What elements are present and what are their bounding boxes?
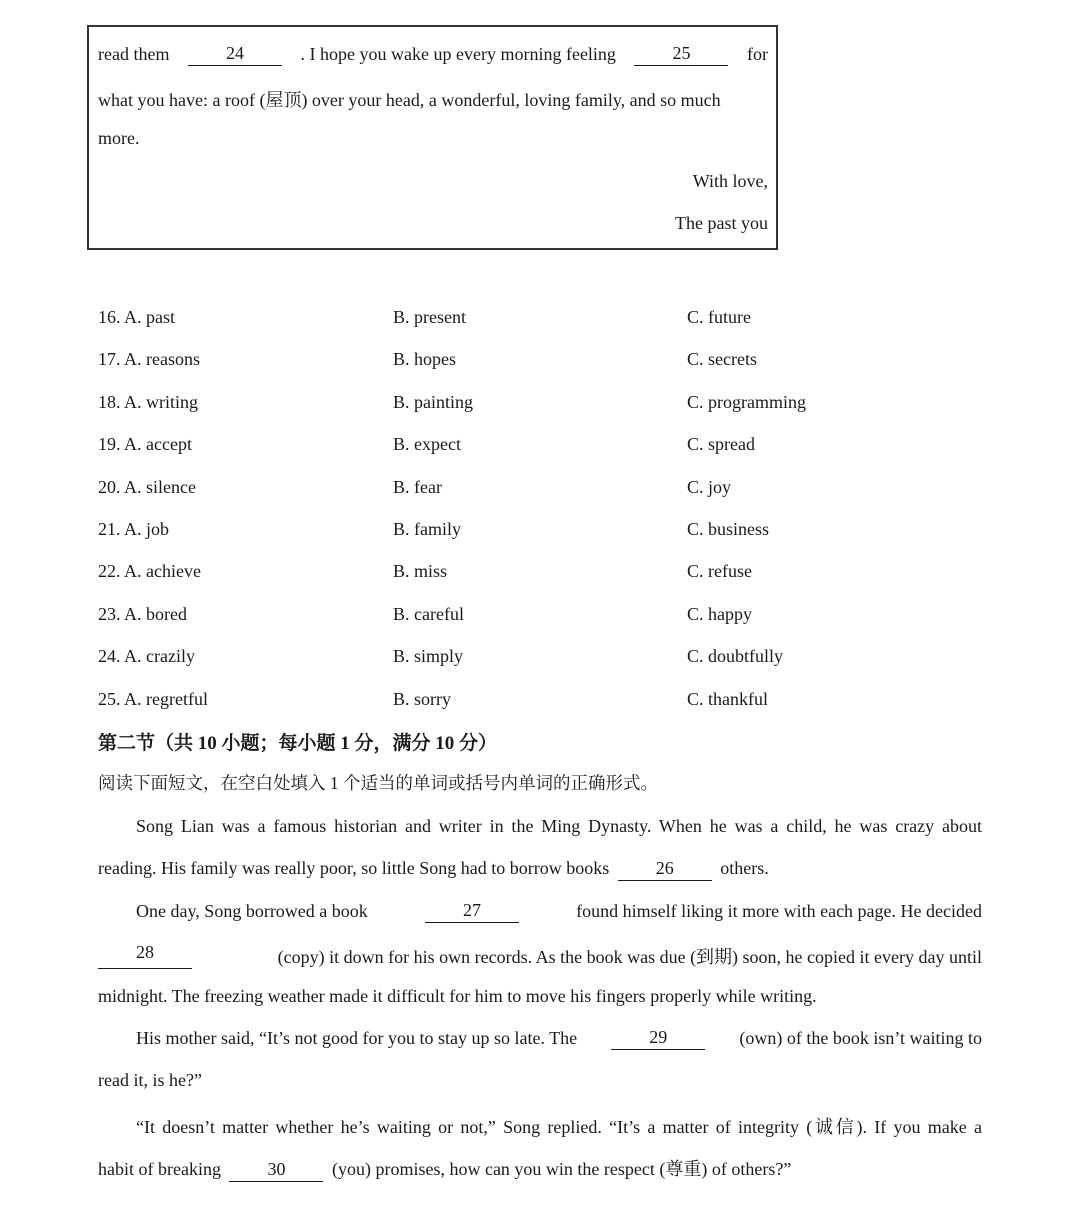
option-b: B. fear [393,477,442,497]
option-c: C. business [687,519,770,539]
letter-signature: The past you [675,213,768,233]
option-a: 20. A. silence [98,477,196,497]
passage-line [98,1155,791,1182]
option-c: C. refuse [687,561,752,581]
option-a: 17. A. reasons [98,349,200,369]
option-c: C. secrets [687,349,757,369]
option-b: B. family [393,519,461,539]
option-a: 22. A. achieve [98,561,201,581]
blank-25: 25 [634,44,728,66]
option-a: 16. A. past [98,307,176,327]
option-b: B. expect [393,434,461,454]
passage-text: One day, Song borrowed a book [136,901,368,921]
passage-text: (you) promises, how can you win the respect (尊重) of others?” [331,1159,792,1179]
letter-closing: With love, [692,171,768,191]
option-b: B. present [393,307,466,327]
passage-line: Song Lian was a famous historian and writer in the Ming Dynasty. When he was a child, he was crazy about [136,816,982,836]
letter-line-3: more. [98,128,140,148]
option-b: B. hopes [393,349,456,369]
option-c: C. spread [687,434,755,454]
passage-text: His mother said, “It’s not good for you to stay up so late. The [136,1028,578,1048]
blank-30: 30 [229,1160,323,1182]
option-a: 21. A. job [98,519,170,539]
option-c: C. joy [687,477,732,497]
blank-29: 29 [611,1028,705,1050]
letter-text: . I hope you wake up every morning feeling [300,44,616,64]
letter-text: read them [98,44,170,64]
passage-line [98,858,769,881]
section-heading: 第二节（共 10 小题；每小题 1 分，满分 10 分） [98,733,498,754]
option-a: 23. A. bored [98,604,187,624]
option-b: B. painting [393,392,473,412]
option-a: 24. A. crazily [98,646,195,666]
option-c: C. happy [687,604,752,624]
option-a: 19. A. accept [98,434,192,454]
option-b: B. sorry [393,689,451,709]
passage-line [136,1028,982,1050]
passage-text: habit of breaking [98,1159,221,1179]
blank-26: 26 [618,859,712,881]
passage-text: (own) of the book isn’t waiting to [739,1028,982,1048]
option-c: C. programming [687,392,806,412]
passage-text: reading. His family was really poor, so little Song had to borrow books [98,858,610,878]
option-b: B. miss [393,561,448,581]
letter-text: for [747,44,768,64]
blank-27: 27 [425,901,519,923]
letter-line-2: what you have: a roof (屋顶) over your head, a wonderful, loving family, and so much [98,90,721,110]
blank-28: 28 [98,943,192,969]
option-c: C. thankful [687,689,768,709]
letter-line-1 [98,44,768,66]
blank-24: 24 [188,44,282,66]
option-c: C. future [687,307,751,327]
passage-text: found himself liking it more with each page. He decided [576,901,982,921]
passage-line: midnight. The freezing weather made it difficult for him to move his fingers properly while writing. [98,986,817,1006]
passage-line: “It doesn’t matter whether he’s waiting or not,” Song replied. “It’s a matter of integrity (诚信). If you make a [136,1117,982,1137]
passage-line: read it, is he?” [98,1070,202,1090]
passage-line [136,901,982,923]
option-b: B. simply [393,646,464,666]
section-instruction: 阅读下面短文，在空白处填入 1 个适当的单词或括号内单词的正确形式。 [98,773,658,793]
passage-text: (copy) it down for his own records. As the book was due (到期) soon, he copied it every day until [277,947,982,967]
option-a: 25. A. regretful [98,689,208,709]
passage-line [98,943,982,969]
passage-text: others. [720,858,769,878]
option-a: 18. A. writing [98,392,199,412]
option-b: B. careful [393,604,464,624]
option-c: C. doubtfully [687,646,784,666]
